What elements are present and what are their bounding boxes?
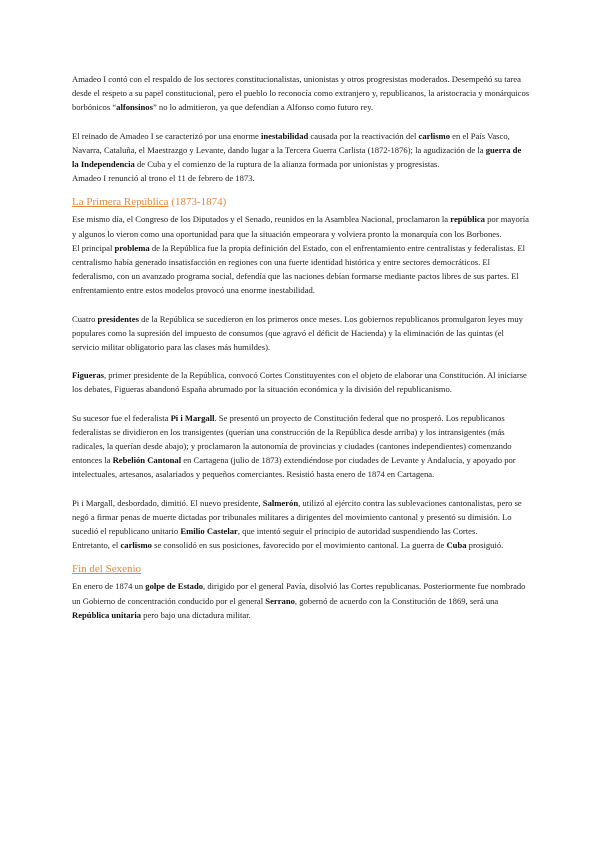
keyword-cuba: Cuba — [446, 540, 467, 551]
sexenio-paragraph-1: En enero de 1874 un golpe de Estado, dirigido por el general Pavía, disolvió las Cortes republicanas. Posteriormente fue nombrado un Gobierno de concentración conducido por el general Serrano, gobernó de acuerdo con la Constitución de 1869, será una República unitaria pero bajo una dictadura militar. — [72, 581, 526, 620]
primera-republica-link[interactable]: La Primera República — [72, 196, 169, 209]
keyword-presidentes: presidentes — [97, 313, 139, 324]
keyword-salmeron: Salmerón — [262, 497, 299, 508]
keyword-serrano: Serrano — [265, 595, 295, 606]
keyword-rebelion-cantonal: Rebelión Cantonal — [112, 455, 182, 466]
republica-paragraph-7: Entretanto, el carlismo se consolidó en sus posiciones, favorecido por el movimiento cantonal. La guerra de Cuba prosiguió. — [72, 540, 504, 551]
section-heading-primera-republica — [72, 195, 530, 210]
keyword-problema: problema — [114, 242, 150, 253]
keyword-republica-unitaria: República unitaria — [72, 609, 141, 620]
republica-paragraph-3: Cuatro presidentes de la República se sucedieron en los primeros once meses. Los gobiernos republicanos promulgaron leyes muy populares como la supresión del impuesto de consumos (que agravó el déficit de Hacienda) y la eliminación de las quintas (el servicio militar obligatorio para las clases más humildes). — [72, 313, 523, 353]
republica-paragraph-6: Pi i Margall, desbordado, dimitió. El nuevo presidente, Salmerón, utilizó al ejército contra las sublevaciones cantonalistas, pero se negó a firmar penas de muerte dictadas por tribunales militares a dirigentes del movimiento cantonal y presentó su dimisión. Lo sucedió el republicano unitario Emilio Castelar, que intentó seguir el principio de autoridad suspendiendo las Cortes. — [72, 497, 522, 537]
keyword-emilio-castelar: Emilio Castelar — [180, 526, 238, 537]
intro-paragraph-3: Amadeo I renunció al trono el 11 de febrero de 1873. — [72, 173, 255, 184]
keyword-figueras: Figueras — [72, 370, 104, 381]
republica-paragraph-2: El principal problema de la República fue la propia definición del Estado, con el enfrentamiento entre centralistas y federalistas. El centralismo había generado insatisfacción en regiones con una fuerte identidad histórica y entre sectores democráticos. El federalismo, con un avanzado programa social, defendía que las naciones debían formarse mediante pactos libres de sus partes. El enfrentamiento entre estos modelos provocó una enorme inestabilidad. — [72, 242, 526, 296]
republica-paragraph-4: Figueras, primer presidente de la República, convocó Cortes Constituyentes con el objeto de elaborar una Constitución. Al iniciarse los debates, Figueras abandonó España abrumado por la situación económica y la división del republicanismo. — [72, 370, 527, 395]
keyword-carlismo: carlismo — [418, 130, 451, 141]
intro-paragraph-1: Amadeo I contó con el respaldo de los sectores constitucionalistas, unionistas y otros progresistas moderados. Desempeñó su tarea desde el respeto a su papel constitucional, pero el pueblo lo reconocía como extranjero y, republicanos, la aristocracia y monárquicos borbónicos “alfonsinos” no lo admitieron, ya que defendían a Alfonso como futuro rey. — [72, 74, 530, 113]
intro-paragraph-2: El reinado de Amadeo I se caracterizó por una enorme inestabilidad causada por la reactivación del carlismo en el País Vasco, Navarra, Cataluña, el Maestrazgo y Levante, dando lugar a la Tercera Guerra Carlista (1872-1876); la agudización de la guerra de la Independencia de Cuba y el comienzo de la ruptura de la alianza formada por unionistas y progresistas. — [72, 130, 522, 170]
republica-paragraph-1: Ese mismo día, el Congreso de los Diputados y el Senado, reunidos en la Asamblea Nacional, proclamaron la república por mayoría y algunos lo vieron como una oportunidad para que la situación empeorara y volviera pronto la monarquía con los Borbones. — [72, 214, 529, 239]
section-heading-fin-sexenio — [72, 562, 530, 577]
keyword-carlismo-2: carlismo — [120, 540, 152, 551]
keyword-alfonsinos: alfonsinos — [116, 102, 153, 113]
section-heading-dates: (1873-1874) — [168, 196, 227, 209]
keyword-golpe-estado: golpe de Estado — [145, 581, 204, 592]
fin-sexenio-link[interactable]: Fin del Sexenio — [72, 563, 142, 576]
keyword-republica: república — [450, 214, 485, 225]
keyword-guerra-independencia: guerra de la Independencia — [72, 144, 522, 170]
keyword-pi-i-margall: Pi i Margall — [170, 412, 215, 423]
republica-paragraph-5: Su sucesor fue el federalista Pi i Margall. Se presentó un proyecto de Constitución federal que no prosperó. Los republicanos federalistas se dividieron en los transigentes (querían una construcción de la República desde arriba) y los intransigentes (más radicales, la querían desde abajo); y proclamaron la autonomía de provincias y ciudades (cantones independientes) comenzando entonces la Rebelión Cantonal en Cartagena (julio de 1873) extendiéndose por ciudades de Levante y Andalucía, y apoyado por intelectuales, artesanos, asalariados y pequeños comerciantes. Resistió hasta enero de 1874 en Cartagena. — [72, 412, 516, 480]
keyword-inestabilidad: inestabilidad — [260, 130, 309, 141]
